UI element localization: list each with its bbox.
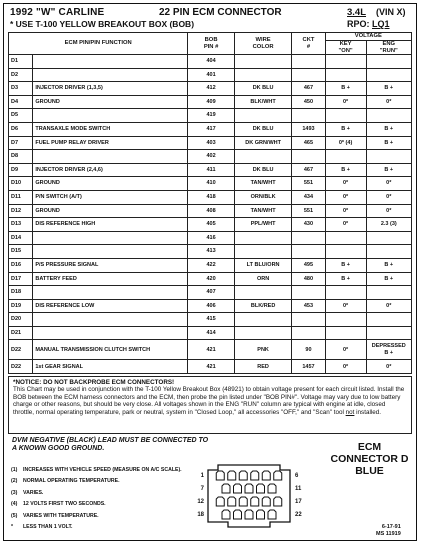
connector-cavity xyxy=(274,471,282,480)
bob-pin-cell: 412 xyxy=(188,82,234,96)
table-row xyxy=(9,109,412,123)
eng-run-voltage-cell xyxy=(366,68,411,82)
wire-color-cell xyxy=(234,313,292,327)
eng-run-voltage-cell: B + xyxy=(366,163,411,177)
footnote-key: (4) xyxy=(11,501,18,508)
eng-run-voltage-cell xyxy=(366,286,411,300)
notice-body xyxy=(13,386,407,416)
connector-cavity xyxy=(257,510,265,519)
eng-run-voltage-cell: 0* xyxy=(366,360,411,374)
connector-cavity xyxy=(216,471,224,480)
rpo-value: LQ1 xyxy=(372,19,390,29)
pinout-table xyxy=(8,32,412,374)
connector-cavity xyxy=(222,484,230,493)
key-on-voltage-cell: B + xyxy=(325,258,366,272)
column-header-wire-line1: WIRE xyxy=(255,37,271,43)
bob-pin-cell: 408 xyxy=(188,204,234,218)
bob-pin-cell: 417 xyxy=(188,122,234,136)
pin-cell: D4 xyxy=(9,95,33,109)
connector-cavity xyxy=(257,484,265,493)
vin-code: (VIN X) xyxy=(376,7,406,17)
eng-run-voltage-cell xyxy=(366,313,411,327)
circuit-cell: 480 xyxy=(292,272,325,286)
key-on-voltage-cell: 0* xyxy=(325,190,366,204)
table-row xyxy=(9,360,412,374)
notice-body-text: This Chart may be used in conjunction with the T-100 Yellow Breakout Box (48921) to obtain voltage present for each circuit listed. Install the BOB between the ECM harness connectors and the ECM, then probe the pin listed under "BOB PIN#". Voltage may vary due to low battery charge or other reasons, but should be very close. All voltages shown in the ENG "RUN" column are typical with engine at idle, closed throttle, normal operating temperature, park or neutral, system in "Closed Loop," all accessories "OFF," and "Scan" tool xyxy=(13,386,405,416)
notice-heading: *NOTICE: DO NOT BACKPROBE ECM CONNECTORS! xyxy=(13,379,175,386)
footnote xyxy=(11,488,182,499)
function-cell: DIS REFERENCE HIGH xyxy=(33,218,188,232)
circuit-cell: 551 xyxy=(292,204,325,218)
pin-cell: D15 xyxy=(9,245,33,259)
table-row xyxy=(9,299,412,313)
function-cell xyxy=(33,231,188,245)
eng-run-voltage-cell: B + xyxy=(366,82,411,96)
table-row xyxy=(9,122,412,136)
revision-date-code xyxy=(376,524,401,537)
pin-cell: D20 xyxy=(9,313,33,327)
circuit-cell: 467 xyxy=(292,163,325,177)
pin-cell: D22 xyxy=(9,340,33,360)
rpo-label: RPO: xyxy=(347,19,370,29)
circuit-cell xyxy=(292,245,325,259)
footnote-text: LESS THAN 1 VOLT. xyxy=(23,524,73,531)
connector-face-diagram xyxy=(184,460,319,530)
key-on-voltage-cell xyxy=(325,313,366,327)
eng-run-voltage-cell: 0* xyxy=(366,299,411,313)
circuit-cell: 453 xyxy=(292,299,325,313)
revision-date: 6-17-91 xyxy=(381,524,401,530)
pin-cell: D12 xyxy=(9,204,33,218)
wire-color-cell xyxy=(234,55,292,69)
key-on-voltage-cell: 0* xyxy=(325,204,366,218)
table-row xyxy=(9,340,412,360)
footnote xyxy=(11,499,182,510)
connector-pin-labels-right xyxy=(295,473,302,518)
key-on-voltage-cell: 0* xyxy=(325,218,366,232)
circuit-cell: 450 xyxy=(292,95,325,109)
pinout-table-body xyxy=(9,55,412,374)
key-on-voltage-cell: 0* xyxy=(325,299,366,313)
pin-label-11: 11 xyxy=(295,486,302,492)
wire-color-cell: BLK/RED xyxy=(234,299,292,313)
function-cell: GROUND xyxy=(33,177,188,191)
function-cell xyxy=(33,68,188,82)
bob-pin-cell: 421 xyxy=(188,360,234,374)
table-row xyxy=(9,231,412,245)
wire-color-cell: DK BLU xyxy=(234,82,292,96)
function-cell xyxy=(33,245,188,259)
circuit-cell: 465 xyxy=(292,136,325,150)
key-on-voltage-cell: 0* xyxy=(325,340,366,360)
eng-run-voltage-cell: B + xyxy=(366,122,411,136)
key-on-voltage-cell: 0* xyxy=(325,95,366,109)
bob-pin-cell: 401 xyxy=(188,68,234,82)
connector-cavity xyxy=(222,510,230,519)
bob-pin-cell: 402 xyxy=(188,150,234,164)
key-on-voltage-cell: 0* (4) xyxy=(325,136,366,150)
eng-run-voltage-cell: 0* xyxy=(366,95,411,109)
wire-color-cell: DK BLU xyxy=(234,122,292,136)
table-row xyxy=(9,258,412,272)
pin-cell: D2 xyxy=(9,68,33,82)
key-on-voltage-cell xyxy=(325,231,366,245)
wire-color-cell: BLK/WHT xyxy=(234,95,292,109)
key-on-voltage-cell xyxy=(325,245,366,259)
connector-cavity xyxy=(228,497,236,506)
footnote-text: INCREASES WITH VEHICLE SPEED (MEASURE ON A/C SCALE). xyxy=(23,467,182,473)
eng-run-voltage-cell: B + xyxy=(366,136,411,150)
eng-run-voltage-cell: B + xyxy=(366,272,411,286)
bob-pin-cell: 403 xyxy=(188,136,234,150)
connector-cavity xyxy=(251,497,259,506)
table-row xyxy=(9,190,412,204)
footnote xyxy=(11,511,182,522)
eng-run-voltage-cell: 0* xyxy=(366,204,411,218)
key-on-voltage-cell: 0* xyxy=(325,360,366,374)
circuit-cell xyxy=(292,68,325,82)
function-cell xyxy=(33,109,188,123)
bob-pin-cell: 415 xyxy=(188,313,234,327)
circuit-cell: 467 xyxy=(292,82,325,96)
wire-color-cell xyxy=(234,286,292,300)
footnote-key: (1) xyxy=(11,467,18,473)
key-on-voltage-cell xyxy=(325,68,366,82)
connector-cavity xyxy=(245,510,253,519)
function-cell: 1st GEAR SIGNAL xyxy=(33,360,188,374)
connector-cavity xyxy=(262,471,270,480)
function-cell: FUEL PUMP RELAY DRIVER xyxy=(33,136,188,150)
table-row xyxy=(9,177,412,191)
bob-pin-cell: 404 xyxy=(188,55,234,69)
circuit-cell: 495 xyxy=(292,258,325,272)
table-row xyxy=(9,218,412,232)
eng-run-voltage-cell: B + xyxy=(366,258,411,272)
function-cell: DIS REFERENCE LOW xyxy=(33,299,188,313)
eng-run-voltage-cell xyxy=(366,245,411,259)
function-cell xyxy=(33,313,188,327)
column-header-bob-line1: BOB xyxy=(204,37,218,43)
bob-pin-cell: 421 xyxy=(188,340,234,360)
connector-cavity xyxy=(262,497,270,506)
eng-run-voltage-cell xyxy=(366,150,411,164)
key-on-voltage-cell xyxy=(325,55,366,69)
pin-cell: D1 xyxy=(9,55,33,69)
bob-pin-cell: 406 xyxy=(188,299,234,313)
connector-cavity xyxy=(239,497,247,506)
bob-pin-cell: 405 xyxy=(188,218,234,232)
sheet-title: 22 PIN ECM CONNECTOR xyxy=(159,7,282,18)
circuit-cell: 1457 xyxy=(292,360,325,374)
pin-cell: D6 xyxy=(9,122,33,136)
function-cell: GROUND xyxy=(33,204,188,218)
circuit-cell: 1493 xyxy=(292,122,325,136)
connector-cavity xyxy=(234,484,242,493)
column-header-eng-run xyxy=(366,41,411,55)
table-row xyxy=(9,95,412,109)
wire-color-cell: PNK xyxy=(234,340,292,360)
pin-cell: D22 xyxy=(9,360,33,374)
pin-cell: D8 xyxy=(9,150,33,164)
connector-cavity xyxy=(245,484,253,493)
pinout-table-header xyxy=(9,33,412,55)
wire-color-cell: PPL/WHT xyxy=(234,218,292,232)
pin-cell: D17 xyxy=(9,272,33,286)
column-header-eng-line1: ENG xyxy=(382,41,396,47)
circuit-cell xyxy=(292,55,325,69)
wire-color-cell: ORN xyxy=(234,272,292,286)
footnote-key: * xyxy=(11,524,14,531)
column-header-bob-line2: PIN # xyxy=(203,43,219,50)
wire-color-cell: LT BLU/ORN xyxy=(234,258,292,272)
pin-cell: D7 xyxy=(9,136,33,150)
footnote xyxy=(11,522,182,533)
bob-pin-cell: 416 xyxy=(188,231,234,245)
pin-cell: D16 xyxy=(9,258,33,272)
table-row xyxy=(9,55,412,69)
footnote-key: (2) xyxy=(11,478,18,485)
wire-color-cell xyxy=(234,150,292,164)
table-row xyxy=(9,68,412,82)
eng-run-voltage-cell: 0* xyxy=(366,177,411,191)
bob-pin-cell: 410 xyxy=(188,177,234,191)
breakout-box-instruction: * USE T-100 YELLOW BREAKOUT BOX (BOB) xyxy=(10,19,195,29)
wire-color-cell xyxy=(234,68,292,82)
column-header-key-line1: KEY xyxy=(339,41,352,47)
function-cell: TRANSAXLE MODE SWITCH xyxy=(33,122,188,136)
circuit-cell xyxy=(292,109,325,123)
table-row xyxy=(9,286,412,300)
bob-pin-cell: 419 xyxy=(188,109,234,123)
manual-code: MS 11919 xyxy=(376,530,401,537)
footnote-text: VARIES WITH TEMPERATURE. xyxy=(23,512,99,519)
column-header-wire-color xyxy=(234,33,292,55)
wire-color-cell: DK BLU xyxy=(234,163,292,177)
footnote-text: NORMAL OPERATING TEMPERATURE. xyxy=(23,478,120,485)
footnote xyxy=(11,476,182,487)
key-on-voltage-cell xyxy=(325,150,366,164)
footnotes-list xyxy=(11,465,182,533)
key-on-voltage-cell: B + xyxy=(325,82,366,96)
pin-label-7: 7 xyxy=(200,486,204,492)
circuit-cell xyxy=(292,326,325,340)
pin-cell: D14 xyxy=(9,231,33,245)
rpo-code xyxy=(347,19,390,29)
table-row xyxy=(9,150,412,164)
footnote xyxy=(11,465,182,476)
table-row xyxy=(9,204,412,218)
pinout-sheet xyxy=(3,3,417,541)
connector-cavity xyxy=(239,471,247,480)
table-row xyxy=(9,163,412,177)
engine-displacement: 3.4L xyxy=(347,7,367,18)
connector-title xyxy=(322,441,417,477)
connector-title-ecm: ECM xyxy=(357,441,382,453)
connector-cavities xyxy=(216,471,282,519)
column-header-ckt-line1: CKT xyxy=(302,37,315,43)
key-on-voltage-cell xyxy=(325,109,366,123)
table-row xyxy=(9,326,412,340)
footnote-key: (5) xyxy=(11,512,18,519)
bob-pin-cell: 409 xyxy=(188,95,234,109)
footnote-key: (3) xyxy=(11,489,18,496)
circuit-cell xyxy=(292,286,325,300)
table-row xyxy=(9,272,412,286)
eng-run-voltage-line1: DEPRESSED xyxy=(371,343,406,350)
wire-color-cell xyxy=(234,231,292,245)
eng-run-voltage-cell xyxy=(366,55,411,69)
bob-pin-cell: 414 xyxy=(188,326,234,340)
key-on-voltage-cell xyxy=(325,326,366,340)
notice-body-end: installed. xyxy=(354,408,381,416)
wire-color-cell: TAN/WHT xyxy=(234,204,292,218)
function-cell: P/N SWITCH (A/T) xyxy=(33,190,188,204)
pin-label-6: 6 xyxy=(295,473,299,479)
key-on-voltage-cell: 0* xyxy=(325,177,366,191)
function-cell xyxy=(33,286,188,300)
column-header-ckt-line2: # xyxy=(306,43,311,50)
circuit-cell: 90 xyxy=(292,340,325,360)
function-cell xyxy=(33,326,188,340)
connector-cavity xyxy=(216,497,224,506)
notice-box xyxy=(8,376,412,434)
column-header-key-on xyxy=(325,41,366,55)
connector-cavity xyxy=(268,510,276,519)
wire-color-cell xyxy=(234,109,292,123)
connector-title-color: BLUE xyxy=(355,465,384,477)
circuit-cell: 434 xyxy=(292,190,325,204)
circuit-cell xyxy=(292,150,325,164)
function-cell: BATTERY FEED xyxy=(33,272,188,286)
function-cell: P/S PRESSURE SIGNAL xyxy=(33,258,188,272)
eng-run-voltage-cell: 0* xyxy=(366,190,411,204)
pin-cell: D11 xyxy=(9,190,33,204)
pin-label-1: 1 xyxy=(200,473,204,479)
table-row xyxy=(9,82,412,96)
column-header-eng-line2: "RUN" xyxy=(379,47,398,54)
pin-cell: D13 xyxy=(9,218,33,232)
pin-cell: D18 xyxy=(9,286,33,300)
column-header-wire-line2: COLOR xyxy=(252,43,274,50)
eng-run-voltage-cell: 2.3 (3) xyxy=(366,218,411,232)
column-header-circuit xyxy=(292,33,325,55)
column-header-bob-pin xyxy=(188,33,234,55)
bob-pin-cell: 422 xyxy=(188,258,234,272)
eng-run-voltage-line2: B + xyxy=(384,349,394,356)
table-row xyxy=(9,136,412,150)
function-cell: INJECTOR DRIVER (1,3,5) xyxy=(33,82,188,96)
circuit-cell xyxy=(292,231,325,245)
eng-run-voltage-cell xyxy=(366,340,411,360)
table-row xyxy=(9,313,412,327)
pin-cell: D19 xyxy=(9,299,33,313)
connector-title-name: CONNECTOR D xyxy=(330,453,409,465)
wire-color-cell: ORN/BLK xyxy=(234,190,292,204)
pin-cell: D10 xyxy=(9,177,33,191)
table-row xyxy=(9,245,412,259)
pin-label-17: 17 xyxy=(295,499,302,505)
function-cell xyxy=(33,150,188,164)
connector-cavity xyxy=(228,471,236,480)
pin-cell: D3 xyxy=(9,82,33,96)
column-header-pin-function: ECM PIN/PIN FUNCTION xyxy=(9,33,188,55)
key-on-voltage-cell: B + xyxy=(325,163,366,177)
circuit-cell xyxy=(292,313,325,327)
key-on-voltage-cell xyxy=(325,286,366,300)
key-on-voltage-cell: B + xyxy=(325,122,366,136)
function-cell: INJECTOR DRIVER (2,4,6) xyxy=(33,163,188,177)
pin-cell: D5 xyxy=(9,109,33,123)
bob-pin-cell: 420 xyxy=(188,272,234,286)
column-header-voltage: VOLTAGE xyxy=(325,33,411,41)
pin-cell: D9 xyxy=(9,163,33,177)
connector-cavity xyxy=(251,471,259,480)
function-cell xyxy=(33,55,188,69)
wire-color-cell: TAN/WHT xyxy=(234,177,292,191)
pin-cell: D21 xyxy=(9,326,33,340)
bob-pin-cell: 413 xyxy=(188,245,234,259)
function-cell: GROUND xyxy=(33,95,188,109)
eng-run-voltage-cell xyxy=(366,109,411,123)
eng-run-voltage-cell xyxy=(366,326,411,340)
vehicle-heading: 1992 "W" CARLINE xyxy=(10,7,105,18)
wire-color-cell xyxy=(234,326,292,340)
pin-label-22: 22 xyxy=(295,512,302,518)
wire-color-cell xyxy=(234,245,292,259)
bob-pin-cell: 411 xyxy=(188,163,234,177)
key-on-voltage-cell: B + xyxy=(325,272,366,286)
bob-pin-cell: 407 xyxy=(188,286,234,300)
connector-cavity xyxy=(274,497,282,506)
bob-pin-cell: 418 xyxy=(188,190,234,204)
wire-color-cell: RED xyxy=(234,360,292,374)
wire-color-cell: DK GRN/WHT xyxy=(234,136,292,150)
eng-run-voltage-cell xyxy=(366,231,411,245)
dvm-ground-note: DVM NEGATIVE (BLACK) LEAD MUST BE CONNECTED TO A KNOWN GOOD GROUND. xyxy=(12,437,209,452)
footnote-text: VARIES. xyxy=(23,489,44,496)
connector-cavity xyxy=(234,510,242,519)
notice-body-emphasis: not xyxy=(345,408,355,416)
pin-label-12: 12 xyxy=(197,499,204,505)
circuit-cell: 430 xyxy=(292,218,325,232)
pin-label-18: 18 xyxy=(197,512,204,518)
column-header-key-line2: "ON" xyxy=(338,47,353,54)
function-cell: MANUAL TRANSMISSION CLUTCH SWITCH xyxy=(33,340,188,360)
connector-pin-labels-left xyxy=(197,473,204,518)
connector-cavity xyxy=(268,484,276,493)
footnote-text: 12 VOLTS FIRST TWO SECONDS. xyxy=(23,501,106,508)
circuit-cell: 551 xyxy=(292,177,325,191)
